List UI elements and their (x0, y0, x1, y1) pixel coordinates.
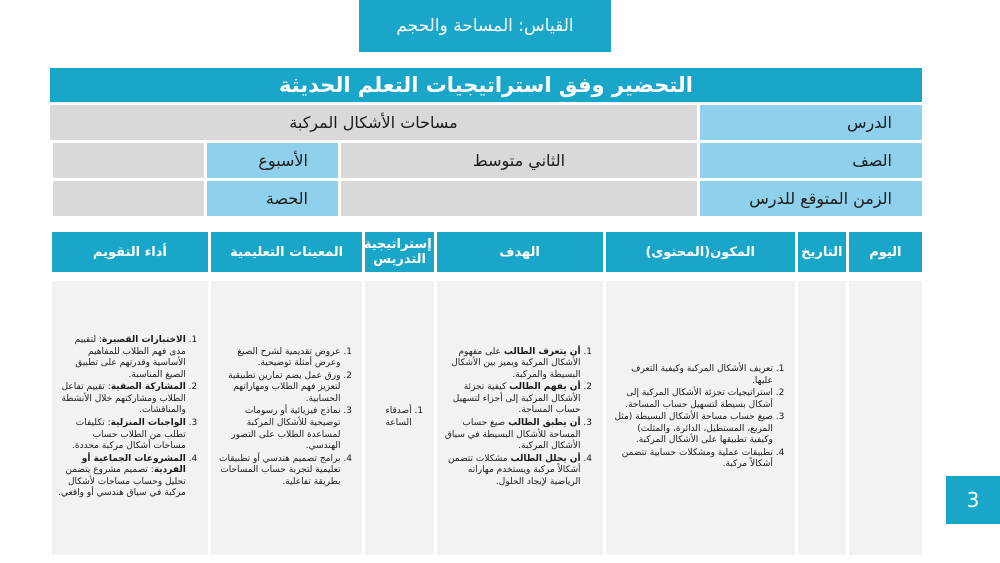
time-value (341, 181, 697, 216)
list-item: 1. أصدقاء الساعة (371, 406, 411, 429)
col-content: المكون(المحتوى) (606, 232, 795, 272)
col-date: التاريخ (798, 232, 846, 272)
list-item: 4. المشروعات الجماعية أو الفردية: تصميم مشروع يتضمن تحليل وحساب مساحات لأشكال مركبة في سياق هندسي أو واقعي. (58, 454, 186, 500)
col-day: اليوم (849, 232, 922, 272)
list-item: 2. أن يفهم الطالب كيفية تجزئة الأشكال المركبة إلى أجزاء لتسهيل حساب المساحة. (443, 382, 581, 417)
day-cell (849, 281, 922, 555)
list-item: 4. أن يحلل الطالب مشكلات تتضمن أشكالاً مركبة ويستخدم مهاراته الرياضية لإيجاد الحلول. (443, 454, 581, 489)
col-goal: الهدف (437, 232, 603, 272)
grade-value: الثاني متوسط (341, 143, 697, 178)
lesson-row (50, 105, 922, 140)
list-item: 3. نماذج فيزيائية أو رسومات توضيحية للأشكال المركبة لمساعدة الطلاب على التصور الهندسي. (217, 406, 341, 452)
list-item: 4. برامج تصميم هندسي أو تطبيقات تعليمية لتجربة حساب المساحات بطريقة تفاعلية. (217, 454, 341, 489)
list-item: 3. صيغ حساب مساحة الأشكال البسيطة (مثل المربع، المستطيل، الدائرة، والمثلث) وكيفية تطبيقها على الأشكال المركبة. (612, 412, 773, 447)
time-row (50, 181, 922, 216)
list-item: 2. المشاركة الصفية: تقييم تفاعل الطلاب ومشاركتهم خلال الأنشطة والمناقشات. (58, 382, 186, 417)
list-item: 4. تطبيقات عملية ومشكلات حسابية تتضمن أشكالاً مركبة. (612, 448, 773, 471)
period-value (53, 181, 204, 216)
goal-cell (437, 281, 603, 555)
list-item: 1. عروض تقديمية لشرح الصيغ وعرض أمثلة توضيحية. (217, 347, 341, 370)
lesson-plan-table (50, 232, 922, 554)
assessment-cell (52, 281, 208, 555)
slide-title: القياس: المساحة والحجم (359, 0, 611, 52)
list-item: 1. تعريف الأشكال المركبة وكيفية التعرف عليها. (612, 364, 773, 387)
lesson-header-table (50, 68, 922, 216)
lesson-value: مساحات الأشكال المركبة (50, 105, 697, 140)
header-banner: التحضير وفق استراتيجيات التعلم الحديثة (50, 68, 922, 102)
col-assessment: أداء التقويم (52, 232, 208, 272)
list-item: 1. الاختبارات القصيرة: لتقييم مدى فهم الطلاب للمفاهيم الأساسية وقدرتهم على تطبيق الصيغ المناسبة. (58, 335, 186, 381)
content-cell (606, 281, 795, 555)
aids-cell (211, 281, 363, 555)
grade-label: الصف (700, 143, 922, 178)
col-aids: المعينات التعليمية (211, 232, 363, 272)
list-item: 1. أن يتعرف الطالب على مفهوم الأشكال المركبة ويميز بين الأشكال البسيطة والمركبة. (443, 347, 581, 382)
list-item: 3. الواجبات المنزلية: تكليفات تطلب من الطلاب حساب مساحات أشكال مركبة محددة. (58, 418, 186, 453)
date-cell (798, 281, 846, 555)
list-item: 3. أن يطبق الطالب صيغ حساب المساحة للأشكال البسيطة في سياق الأشكال المركبة. (443, 418, 581, 453)
list-item: 2. ورق عمل يضم تمارين تطبيقية لتعزيز فهم الطلاب ومهاراتهم الحسابية. (217, 371, 341, 406)
list-item: 2. استراتيجيات تجزئة الأشكال المركبة إلى أشكال بسيطة لتسهيل حساب المساحة. (612, 388, 773, 411)
week-value (53, 143, 204, 178)
col-strategy: إستراتيجية التدريس (365, 232, 433, 272)
page-number: 3 (946, 476, 1000, 524)
week-label: الأسبوع (207, 143, 338, 178)
lesson-label: الدرس (700, 105, 922, 140)
period-label: الحصة (207, 181, 338, 216)
strategy-cell (365, 281, 433, 555)
time-label: الزمن المتوقع للدرس (700, 181, 922, 216)
grade-row (50, 143, 922, 178)
